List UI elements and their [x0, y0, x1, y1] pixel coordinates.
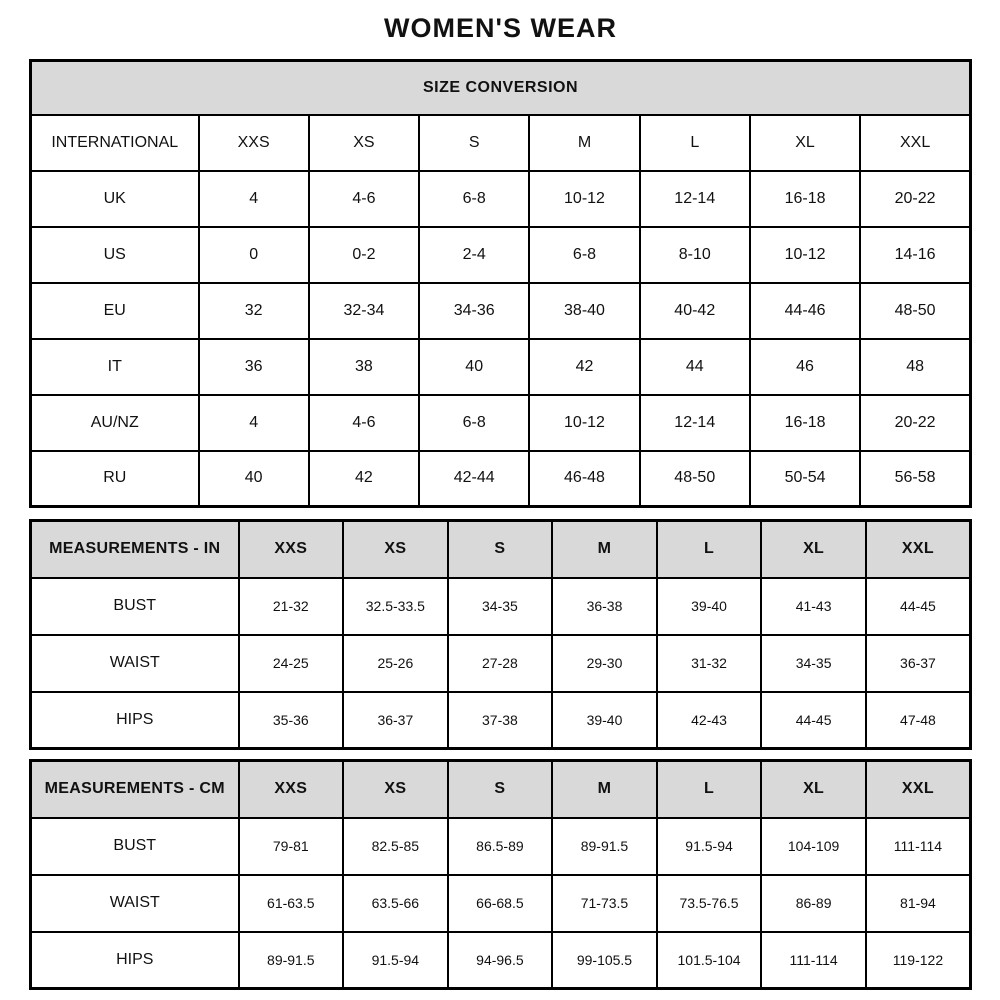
size-column-header: M [552, 521, 657, 578]
measurement-value-cell: 47-48 [866, 692, 971, 749]
measurement-value-cell: 82.5-85 [343, 818, 448, 875]
measurement-row [31, 875, 971, 932]
size-conversion-title-row [31, 61, 971, 115]
size-value-cell: 40 [199, 451, 309, 507]
measurement-row [31, 932, 971, 989]
size-value-cell: 12-14 [640, 171, 750, 227]
size-value-cell: 4 [199, 171, 309, 227]
size-value-cell: 0-2 [309, 227, 419, 283]
measurement-value-cell: 86-89 [761, 875, 866, 932]
measurement-row [31, 635, 971, 692]
size-column-header: M [552, 761, 657, 818]
size-column-header: S [448, 521, 553, 578]
measurements-cm-body [31, 818, 971, 989]
size-column-header: XL [761, 761, 866, 818]
size-conversion-header-row [31, 115, 971, 171]
measurement-label: HIPS [31, 692, 239, 749]
size-value-cell: 56-58 [860, 451, 970, 507]
size-conversion-column-header: XXL [860, 115, 970, 171]
measurement-value-cell: 36-38 [552, 578, 657, 635]
measurement-value-cell: 61-63.5 [239, 875, 344, 932]
size-conversion-title: SIZE CONVERSION [31, 61, 971, 115]
measurement-value-cell: 111-114 [866, 818, 971, 875]
size-conversion-column-header: M [529, 115, 639, 171]
region-label: UK [31, 171, 199, 227]
measurement-value-cell: 63.5-66 [343, 875, 448, 932]
measurement-value-cell: 32.5-33.5 [343, 578, 448, 635]
size-value-cell: 6-8 [419, 171, 529, 227]
region-label: EU [31, 283, 199, 339]
measurement-value-cell: 39-40 [552, 692, 657, 749]
size-conversion-row [31, 171, 971, 227]
size-value-cell: 2-4 [419, 227, 529, 283]
size-value-cell: 42-44 [419, 451, 529, 507]
page-title: WOMEN'S WEAR [384, 13, 617, 43]
measurement-value-cell: 91.5-94 [657, 818, 762, 875]
measurements-cm-table [29, 759, 972, 990]
size-column-header: XS [343, 521, 448, 578]
region-label: AU/NZ [31, 395, 199, 451]
size-column-header: L [657, 521, 762, 578]
measurement-value-cell: 91.5-94 [343, 932, 448, 989]
size-value-cell: 48-50 [640, 451, 750, 507]
size-value-cell: 40-42 [640, 283, 750, 339]
measurement-value-cell: 36-37 [866, 635, 971, 692]
size-value-cell: 12-14 [640, 395, 750, 451]
measurement-value-cell: 36-37 [343, 692, 448, 749]
measurements-in-title: MEASUREMENTS - IN [31, 521, 239, 578]
measurement-value-cell: 101.5-104 [657, 932, 762, 989]
measurement-value-cell: 34-35 [761, 635, 866, 692]
size-conversion-column-header: XXS [199, 115, 309, 171]
size-column-header: L [657, 761, 762, 818]
size-value-cell: 36 [199, 339, 309, 395]
size-column-header: XXS [239, 761, 344, 818]
measurement-value-cell: 41-43 [761, 578, 866, 635]
size-value-cell: 0 [199, 227, 309, 283]
measurement-value-cell: 66-68.5 [448, 875, 553, 932]
size-conversion-row [31, 451, 971, 507]
size-column-header: S [448, 761, 553, 818]
size-value-cell: 14-16 [860, 227, 970, 283]
size-column-header: XXL [866, 761, 971, 818]
measurements-in-table [29, 519, 972, 750]
size-value-cell: 10-12 [750, 227, 860, 283]
measurement-value-cell: 79-81 [239, 818, 344, 875]
measurement-label: HIPS [31, 932, 239, 989]
size-value-cell: 20-22 [860, 171, 970, 227]
size-value-cell: 6-8 [419, 395, 529, 451]
size-value-cell: 44-46 [750, 283, 860, 339]
size-value-cell: 40 [419, 339, 529, 395]
measurement-label: WAIST [31, 635, 239, 692]
size-value-cell: 16-18 [750, 171, 860, 227]
size-column-header: XS [343, 761, 448, 818]
size-conversion-body [31, 171, 971, 507]
measurement-label: WAIST [31, 875, 239, 932]
measurement-value-cell: 29-30 [552, 635, 657, 692]
size-value-cell: 50-54 [750, 451, 860, 507]
measurement-value-cell: 81-94 [866, 875, 971, 932]
measurement-value-cell: 73.5-76.5 [657, 875, 762, 932]
size-conversion-column-header: S [419, 115, 529, 171]
measurement-value-cell: 44-45 [761, 692, 866, 749]
measurement-value-cell: 42-43 [657, 692, 762, 749]
measurement-value-cell: 104-109 [761, 818, 866, 875]
size-value-cell: 16-18 [750, 395, 860, 451]
size-value-cell: 38 [309, 339, 419, 395]
size-value-cell: 48-50 [860, 283, 970, 339]
measurement-value-cell: 44-45 [866, 578, 971, 635]
region-label: RU [31, 451, 199, 507]
measurement-value-cell: 89-91.5 [239, 932, 344, 989]
measurement-value-cell: 39-40 [657, 578, 762, 635]
size-value-cell: 46 [750, 339, 860, 395]
region-label: IT [31, 339, 199, 395]
size-value-cell: 32 [199, 283, 309, 339]
measurement-row [31, 692, 971, 749]
size-value-cell: 48 [860, 339, 970, 395]
measurement-value-cell: 27-28 [448, 635, 553, 692]
measurement-label: BUST [31, 818, 239, 875]
size-conversion-column-header: L [640, 115, 750, 171]
size-conversion-table [29, 59, 972, 508]
measurement-label: BUST [31, 578, 239, 635]
size-value-cell: 10-12 [529, 171, 639, 227]
size-value-cell: 44 [640, 339, 750, 395]
size-conversion-row [31, 339, 971, 395]
measurements-cm-title: MEASUREMENTS - CM [31, 761, 239, 818]
size-conversion-row [31, 283, 971, 339]
measurement-value-cell: 86.5-89 [448, 818, 553, 875]
size-value-cell: 6-8 [529, 227, 639, 283]
measurements-cm-header-row [31, 761, 971, 818]
size-conversion-row [31, 227, 971, 283]
size-conversion-row [31, 395, 971, 451]
size-value-cell: 20-22 [860, 395, 970, 451]
measurement-value-cell: 71-73.5 [552, 875, 657, 932]
size-value-cell: 4-6 [309, 395, 419, 451]
measurement-value-cell: 35-36 [239, 692, 344, 749]
size-value-cell: 10-12 [529, 395, 639, 451]
measurement-row [31, 578, 971, 635]
measurement-value-cell: 31-32 [657, 635, 762, 692]
measurement-value-cell: 21-32 [239, 578, 344, 635]
measurement-value-cell: 94-96.5 [448, 932, 553, 989]
size-column-header: XXL [866, 521, 971, 578]
size-value-cell: 42 [529, 339, 639, 395]
size-conversion-column-header: INTERNATIONAL [31, 115, 199, 171]
measurement-value-cell: 24-25 [239, 635, 344, 692]
size-column-header: XL [761, 521, 866, 578]
measurement-value-cell: 119-122 [866, 932, 971, 989]
measurement-value-cell: 111-114 [761, 932, 866, 989]
size-value-cell: 34-36 [419, 283, 529, 339]
measurement-value-cell: 34-35 [448, 578, 553, 635]
measurement-value-cell: 37-38 [448, 692, 553, 749]
size-value-cell: 38-40 [529, 283, 639, 339]
measurement-value-cell: 89-91.5 [552, 818, 657, 875]
size-value-cell: 32-34 [309, 283, 419, 339]
size-value-cell: 4 [199, 395, 309, 451]
measurements-in-header-row [31, 521, 971, 578]
size-value-cell: 8-10 [640, 227, 750, 283]
size-conversion-column-header: XL [750, 115, 860, 171]
size-column-header: XXS [239, 521, 344, 578]
size-value-cell: 4-6 [309, 171, 419, 227]
size-value-cell: 46-48 [529, 451, 639, 507]
measurement-value-cell: 25-26 [343, 635, 448, 692]
measurements-in-body [31, 578, 971, 749]
measurement-row [31, 818, 971, 875]
region-label: US [31, 227, 199, 283]
size-value-cell: 42 [309, 451, 419, 507]
measurement-value-cell: 99-105.5 [552, 932, 657, 989]
size-conversion-column-header: XS [309, 115, 419, 171]
